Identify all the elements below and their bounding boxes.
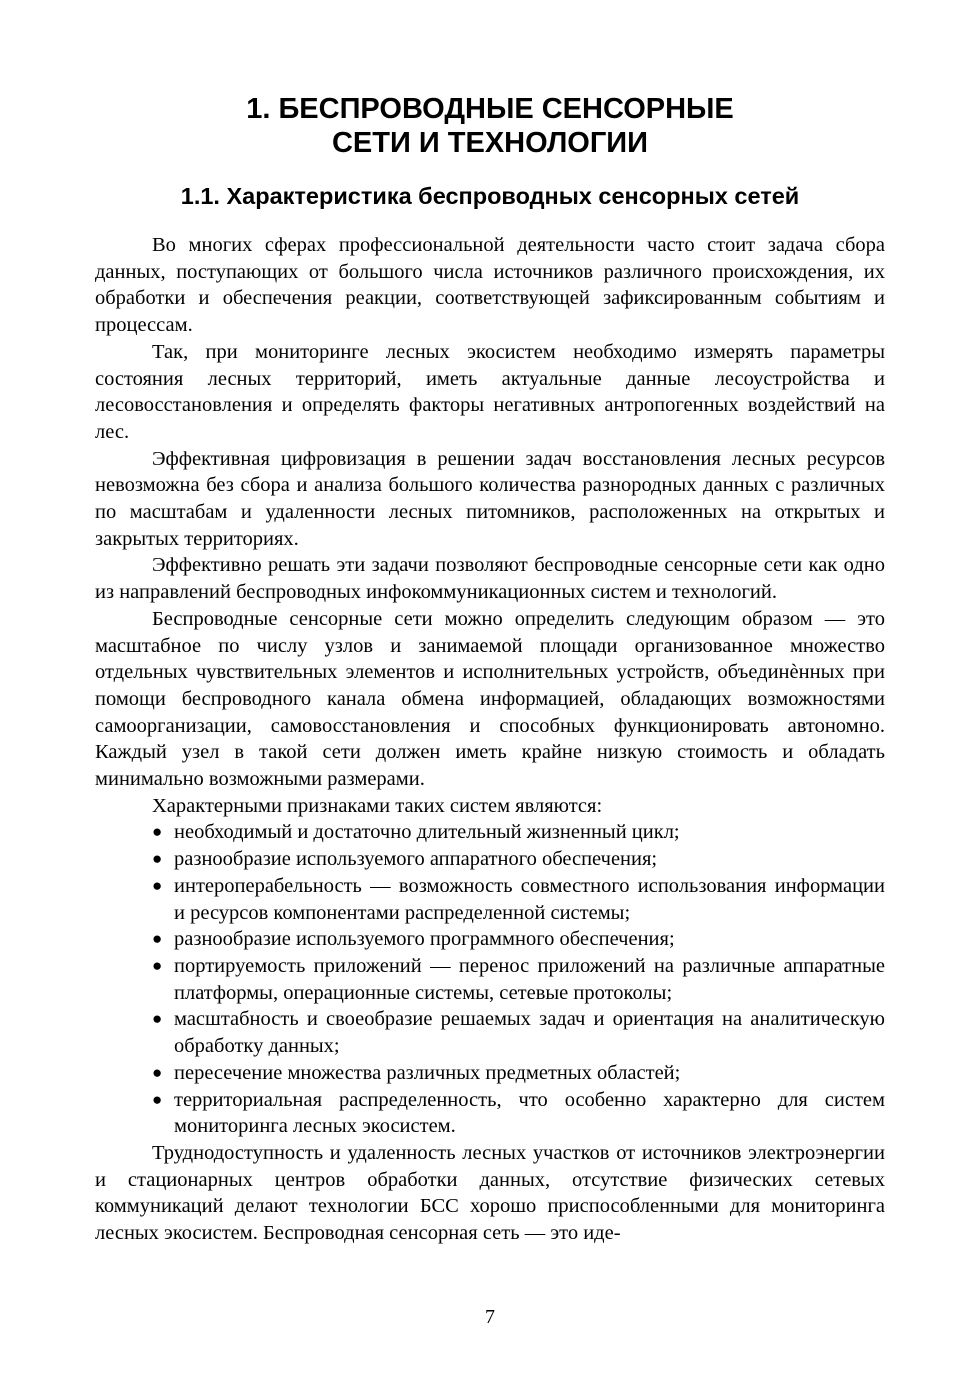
paragraph: Эффективно решать эти задачи позволяют беспроводные сенсорные сети как одно из направлений беспроводных инфокоммуникационных систем и технологий.: [95, 554, 885, 604]
list-item: [95, 1087, 885, 1140]
list-item: [95, 926, 885, 953]
list-item: [95, 1006, 885, 1059]
bullet-icon: ●: [152, 1062, 163, 1082]
list-item: [95, 819, 885, 846]
list-item: [95, 953, 885, 1006]
list-item-text: портируемость приложений — перенос приложений на различные аппаратные платформы, операционные системы, сетевые протоколы;: [174, 954, 885, 1004]
page-number: 7: [485, 1306, 495, 1328]
paragraph: Во многих сферах профессиональной деятельности часто стоит задача сбора данных, поступающих от большого числа источников различного происхождения, их обработки и обеспечения реакции, соответствующей зафиксированным событиям и процессам.: [95, 234, 885, 337]
bullet-icon: ●: [152, 875, 163, 895]
bullet-icon: ●: [152, 1089, 163, 1109]
chapter-title: [95, 92, 885, 160]
chapter-title-line-1: 1. БЕСПРОВОДНЫЕ СЕНСОРНЫЕ: [246, 93, 734, 125]
list-intro-paragraph: Характерными признаками таких систем являются:: [152, 794, 603, 817]
list-item-text: разнообразие используемого аппаратного обеспечения;: [174, 848, 658, 871]
list-item: [95, 846, 885, 873]
list-item-text: необходимый и достаточно длительный жизненный цикл;: [174, 821, 680, 844]
paragraph: Так, при мониторинге лесных экосистем необходимо измерять параметры состояния лесных территорий, иметь актуальные данные лесоустройства и лесовосстановления и определять факторы негативных антропогенных воздействий на лес.: [95, 340, 885, 443]
list-item-text: разнообразие используемого программного обеспечения;: [174, 928, 675, 951]
list-item-text: территориальная распределенность, что особенно характерно для систем мониторинга лесных экосистем.: [174, 1088, 885, 1138]
bullet-icon: ●: [152, 822, 163, 842]
list-item-text: интероперабельность — возможность совместного использования информации и ресурсов компонентами распределенной системы;: [174, 874, 885, 924]
list-item-text: пересечение множества различных предметных областей;: [174, 1061, 681, 1084]
bullet-icon: ●: [152, 1009, 163, 1029]
closing-paragraph: Труднодоступность и удаленность лесных участков от источников электроэнергии и стационарных центров обработки данных, отсутствие физических сетевых коммуникаций делают технологии БСС хорошо приспособленными для мониторинга лесных экосистем. Беспроводная сенсорная сеть — это иде-: [95, 1141, 885, 1245]
list-item-text: масштабность и своеобразие решаемых задач и ориентация на аналитическую обработку данных;: [174, 1008, 885, 1058]
section-title: 1.1. Характеристика беспроводных сенсорных сетей: [180, 183, 800, 209]
bullet-icon: ●: [152, 955, 163, 975]
list-item: [95, 1060, 885, 1087]
body-text: [95, 232, 885, 1247]
bullet-icon: ●: [152, 929, 163, 949]
characteristics-list: [95, 819, 885, 1139]
paragraph: Беспроводные сенсорные сети можно определить следующим образом — это масштабное по числу узлов и занимаемой площади организованное множество отдельных чувствительных элементов и исполнительных устройств, объединѐнных при помощи беспроводного канала обмена информацией, обладающих возможностями самоорганизации, самовосстановления и способных функционировать автономно. Каждый узел в такой сети должен иметь крайне низкую стоимость и обладать минимально возможными размерами.: [95, 607, 885, 791]
chapter-title-line-2: СЕТИ И ТЕХНОЛОГИИ: [331, 127, 648, 159]
list-item: [95, 873, 885, 926]
bullet-icon: ●: [152, 849, 163, 869]
paragraph: Эффективная цифровизация в решении задач восстановления лесных ресурсов невозможна без сбора и анализа большого количества разнородных данных с различных по масштабам и удаленности лесных питомников, расположенных на открытых и закрытых территориях.: [95, 447, 885, 550]
